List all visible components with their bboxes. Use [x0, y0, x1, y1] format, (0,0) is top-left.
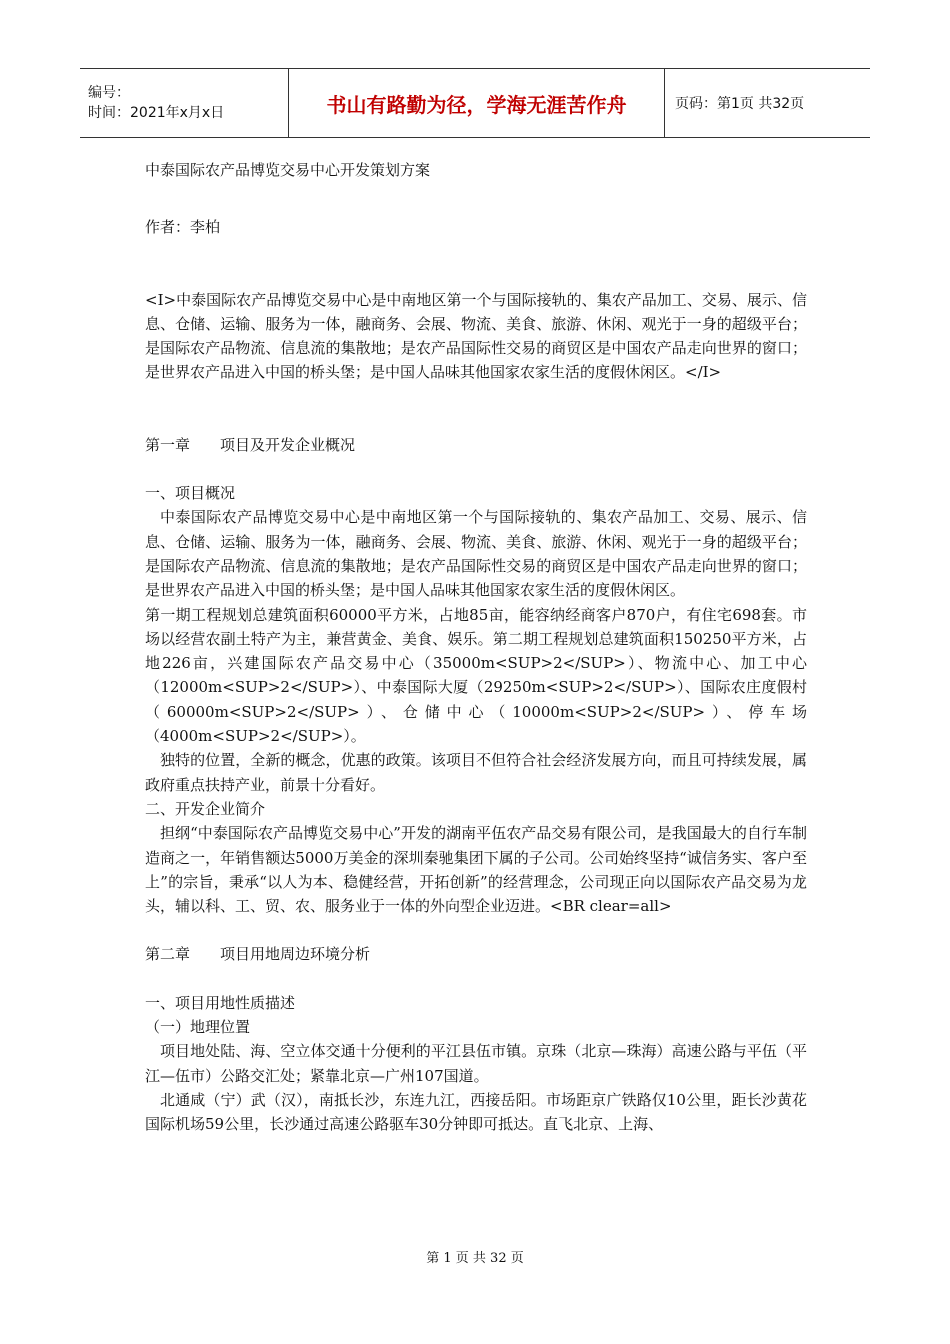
chapter-1-heading [145, 433, 807, 457]
header-meta [80, 69, 289, 137]
section-1-heading: 一、项目概况 [145, 484, 236, 503]
header-page-info [665, 69, 870, 137]
section-2-paragraph-1: 担纲“中泰国际农产品博览交易中心”开发的湖南平伍农产品交易有限公司，是我国最大的自行车制造商之一，年销售额达5000万美金的深圳秦驰集团下属的子公司。公司始终坚持“诚信务实、客户至上”的宗旨，秉承“以人为本、稳健经营，开拓创新”的经营理念，公司现正向以国际农产品交易为龙头，辅以科、工、贸、农、服务业于一体的外向型企业迈进。<BR clear=all> [145, 824, 807, 916]
motto-text: 书山有路勤为径，学海无涯苦作舟 [326, 92, 627, 117]
doc-title: 中泰国际农产品博览交易中心开发策划方案 [145, 161, 431, 179]
chapter-2-paragraph-2: 北通咸（宁）武（汉），南抵长沙，东连九江，西接岳阳。市场距京广铁路仅10公里，距长沙黄花国际机场59公里，长沙通过高速公路驱车30分钟即可抵达。直飞北京、上海、 [145, 1090, 807, 1134]
chapter-2-heading [145, 942, 807, 966]
chapter-2-number: 第二章 [145, 945, 191, 964]
serial-label: 编号： [88, 85, 130, 101]
chapter-2-subheading-1: （一）地理位置 [145, 1018, 251, 1037]
chapter-2-title: 项目用地周边环境分析 [220, 945, 371, 964]
section-1-paragraph-1: 中泰国际农产品博览交易中心是中南地区第一个与国际接轨的、集农产品加工、交易、展示、信息、仓储、运输、服务为一体，融商务、会展、物流、美食、旅游、休闲、观光于一身的超级平台；是国际农产品物流、信息流的集散地；是农产品国际性交易的商贸区是中国农产品走向世界的窗口；是世界农产品进入中国的桥头堡；是中国人品味其他国家农家生活的度假休闲区。 [145, 508, 807, 600]
document-body [145, 158, 807, 1137]
section-1-paragraph-2: 第一期工程规划总建筑面积60000平方米，占地85亩，能容纳经商客户870户，有住宅698套。市场以经营农副土特产为主，兼营黄金、美食、娱乐。第二期工程规划总建筑面积150250平方米，占地226亩，兴建国际农产品交易中心（35000m<SUP>2</SUP>）、物流中心、加工中心（12000m<SUP>2</SUP>）、中泰国际大厦（29250m<SUP>2</SUP>）、国际农庄度假村（60000m<SUP>2</SUP>）、仓储中心（10000m<SUP>2</SUP>）、停车场（4000m<SUP>2</SUP>）。 [145, 605, 807, 746]
abstract-paragraph: <I>中泰国际农产品博览交易中心是中南地区第一个与国际接轨的、集农产品加工、交易、展示、信息、仓储、运输、服务为一体，融商务、会展、物流、美食、旅游、休闲、观光于一身的超级平台；是国际农产品物流、信息流的集散地；是农产品国际性交易的商贸区是中国农产品走向世界的窗口；是世界农产品进入中国的桥头堡；是中国人品味其他国家农家生活的度假休闲区。</I> [145, 290, 807, 382]
section-2-heading: 二、开发企业简介 [145, 799, 266, 818]
chapter-2-section-1-heading: 一、项目用地性质描述 [145, 993, 296, 1012]
chapter-1-number: 第一章 [145, 435, 191, 454]
chapter-1-title: 项目及开发企业概况 [220, 435, 356, 454]
page-info-text: 页码：第1页 共32页 [675, 96, 805, 112]
date-label: 时间：2021年x月x日 [88, 105, 225, 121]
page-footer: 第 1 页 共 32 页 [426, 1251, 524, 1266]
section-1-paragraph-3: 独特的位置，全新的概念，优惠的政策。该项目不但符合社会经济发展方向，而且可持续发展，属政府重点扶持产业，前景十分看好。 [145, 751, 807, 794]
doc-author: 作者：李柏 [145, 218, 221, 237]
chapter-2-paragraph-1: 项目地处陆、海、空立体交通十分便利的平江县伍市镇。京珠（北京—珠海）高速公路与平伍（平江—伍市）公路交汇处；紧靠北京—广州107国道。 [145, 1042, 807, 1085]
page-header [80, 68, 870, 138]
header-motto [289, 69, 665, 137]
